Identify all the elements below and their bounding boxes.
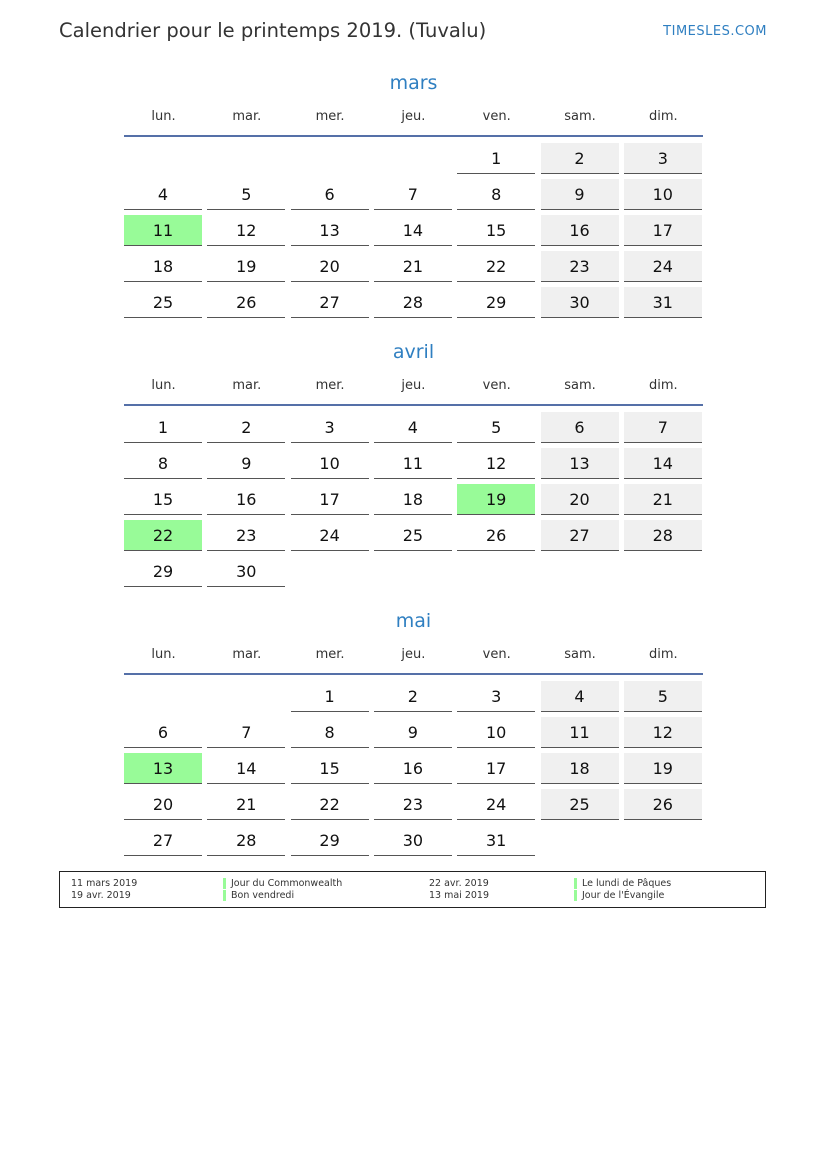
day-cell: 17 (457, 753, 535, 784)
day-cell: 20 (124, 789, 202, 820)
day-cell: 25 (124, 287, 202, 318)
day-cell: 3 (624, 143, 702, 174)
day-cell: 14 (374, 215, 452, 246)
legend-marker (223, 878, 226, 889)
legend-holiday-name: Jour du Commonwealth (231, 878, 343, 889)
weekday-label: mer. (315, 378, 345, 393)
month-block (124, 72, 703, 342)
day-cell: 23 (374, 789, 452, 820)
day-cell: 11 (541, 717, 619, 748)
day-cell: 21 (207, 789, 285, 820)
day-cell: 25 (541, 789, 619, 820)
day-cell: 10 (457, 717, 535, 748)
legend-date: 13 mai 2019 (429, 890, 490, 901)
day-cell: 12 (624, 717, 702, 748)
day-cell: 18 (374, 484, 452, 515)
weekday-label: ven. (482, 647, 511, 662)
weekday-label: lun. (151, 647, 176, 662)
day-cell: 20 (541, 484, 619, 515)
header-divider (124, 404, 703, 406)
day-cell: 22 (291, 789, 369, 820)
day-cell: 28 (374, 287, 452, 318)
day-cell: 27 (541, 520, 619, 551)
holiday-legend (59, 871, 766, 908)
day-cell: 5 (207, 179, 285, 210)
day-cell: 16 (374, 753, 452, 784)
brand-link[interactable]: TIMESLES.COM (663, 24, 767, 39)
month-name: avril (392, 341, 435, 363)
legend-marker (223, 890, 226, 901)
weekday-label: mar. (232, 109, 262, 124)
legend-marker (574, 878, 577, 889)
day-cell: 21 (624, 484, 702, 515)
day-cell: 24 (457, 789, 535, 820)
day-cell: 4 (374, 412, 452, 443)
header-divider (124, 135, 703, 137)
legend-holiday-name: Bon vendredi (231, 890, 295, 901)
weekday-label: lun. (151, 109, 176, 124)
weekday-label: sam. (564, 378, 596, 393)
day-cell: 27 (291, 287, 369, 318)
page-title: Calendrier pour le printemps 2019. (Tuvalu) (59, 19, 487, 42)
weekday-label: dim. (648, 109, 678, 124)
holiday-day-cell: 11 (124, 215, 202, 246)
day-cell: 31 (624, 287, 702, 318)
day-cell: 2 (541, 143, 619, 174)
day-cell: 29 (457, 287, 535, 318)
day-cell: 18 (541, 753, 619, 784)
day-cell: 30 (374, 825, 452, 856)
day-cell: 8 (291, 717, 369, 748)
day-cell: 9 (374, 717, 452, 748)
day-cell: 3 (457, 681, 535, 712)
day-cell: 1 (124, 412, 202, 443)
day-cell: 29 (291, 825, 369, 856)
day-cell: 13 (291, 215, 369, 246)
weekday-label: lun. (151, 378, 176, 393)
day-cell: 26 (207, 287, 285, 318)
day-cell: 10 (291, 448, 369, 479)
day-cell: 13 (541, 448, 619, 479)
weekday-label: mar. (232, 378, 262, 393)
day-cell: 26 (624, 789, 702, 820)
day-cell: 1 (291, 681, 369, 712)
legend-date: 22 avr. 2019 (429, 878, 489, 889)
day-cell: 6 (291, 179, 369, 210)
month-name: mars (389, 72, 438, 94)
day-cell: 30 (207, 556, 285, 587)
day-cell: 21 (374, 251, 452, 282)
weekday-label: mar. (232, 647, 262, 662)
day-cell: 4 (541, 681, 619, 712)
month-name: mai (395, 610, 432, 632)
day-cell: 19 (207, 251, 285, 282)
day-cell: 7 (624, 412, 702, 443)
day-cell: 29 (124, 556, 202, 587)
header-divider (124, 673, 703, 675)
day-cell: 4 (124, 179, 202, 210)
weekday-label: jeu. (401, 378, 426, 393)
weekday-label: sam. (564, 109, 596, 124)
weekday-label: ven. (482, 378, 511, 393)
weekday-header (124, 109, 703, 129)
day-cell: 15 (291, 753, 369, 784)
day-cell: 15 (124, 484, 202, 515)
holiday-day-cell: 19 (457, 484, 535, 515)
day-cell: 1 (457, 143, 535, 174)
day-cell: 24 (291, 520, 369, 551)
day-cell: 26 (457, 520, 535, 551)
day-cell: 5 (457, 412, 535, 443)
day-cell: 7 (374, 179, 452, 210)
day-cell: 30 (541, 287, 619, 318)
weekday-label: jeu. (401, 109, 426, 124)
day-cell: 15 (457, 215, 535, 246)
day-cell: 16 (207, 484, 285, 515)
weekday-label: dim. (648, 378, 678, 393)
legend-marker (574, 890, 577, 901)
day-cell: 23 (541, 251, 619, 282)
month-block (124, 610, 703, 880)
day-cell: 28 (624, 520, 702, 551)
legend-holiday-name: Jour de l'Évangile (582, 890, 665, 901)
day-cell: 8 (457, 179, 535, 210)
day-cell: 17 (624, 215, 702, 246)
day-cell: 9 (541, 179, 619, 210)
day-cell: 2 (374, 681, 452, 712)
day-cell: 31 (457, 825, 535, 856)
month-block (124, 341, 703, 611)
day-cell: 9 (207, 448, 285, 479)
day-cell: 28 (207, 825, 285, 856)
day-cell: 12 (457, 448, 535, 479)
day-cell: 23 (207, 520, 285, 551)
day-cell: 25 (374, 520, 452, 551)
day-cell: 3 (291, 412, 369, 443)
weekday-label: jeu. (401, 647, 426, 662)
day-cell: 12 (207, 215, 285, 246)
day-cell: 7 (207, 717, 285, 748)
weekday-label: sam. (564, 647, 596, 662)
day-cell: 6 (124, 717, 202, 748)
weekday-label: ven. (482, 109, 511, 124)
day-cell: 10 (624, 179, 702, 210)
day-cell: 16 (541, 215, 619, 246)
holiday-day-cell: 13 (124, 753, 202, 784)
day-cell: 6 (541, 412, 619, 443)
day-cell: 19 (624, 753, 702, 784)
holiday-day-cell: 22 (124, 520, 202, 551)
day-cell: 14 (207, 753, 285, 784)
day-cell: 14 (624, 448, 702, 479)
day-cell: 5 (624, 681, 702, 712)
day-cell: 11 (374, 448, 452, 479)
weekday-label: dim. (648, 647, 678, 662)
day-cell: 17 (291, 484, 369, 515)
day-cell: 2 (207, 412, 285, 443)
legend-date: 11 mars 2019 (71, 878, 138, 889)
weekday-label: mer. (315, 647, 345, 662)
legend-date: 19 avr. 2019 (71, 890, 131, 901)
day-cell: 18 (124, 251, 202, 282)
day-cell: 22 (457, 251, 535, 282)
weekday-label: mer. (315, 109, 345, 124)
legend-holiday-name: Le lundi de Pâques (582, 878, 672, 889)
weekday-header (124, 378, 703, 398)
weekday-header (124, 647, 703, 667)
day-cell: 8 (124, 448, 202, 479)
day-cell: 27 (124, 825, 202, 856)
day-cell: 20 (291, 251, 369, 282)
day-cell: 24 (624, 251, 702, 282)
